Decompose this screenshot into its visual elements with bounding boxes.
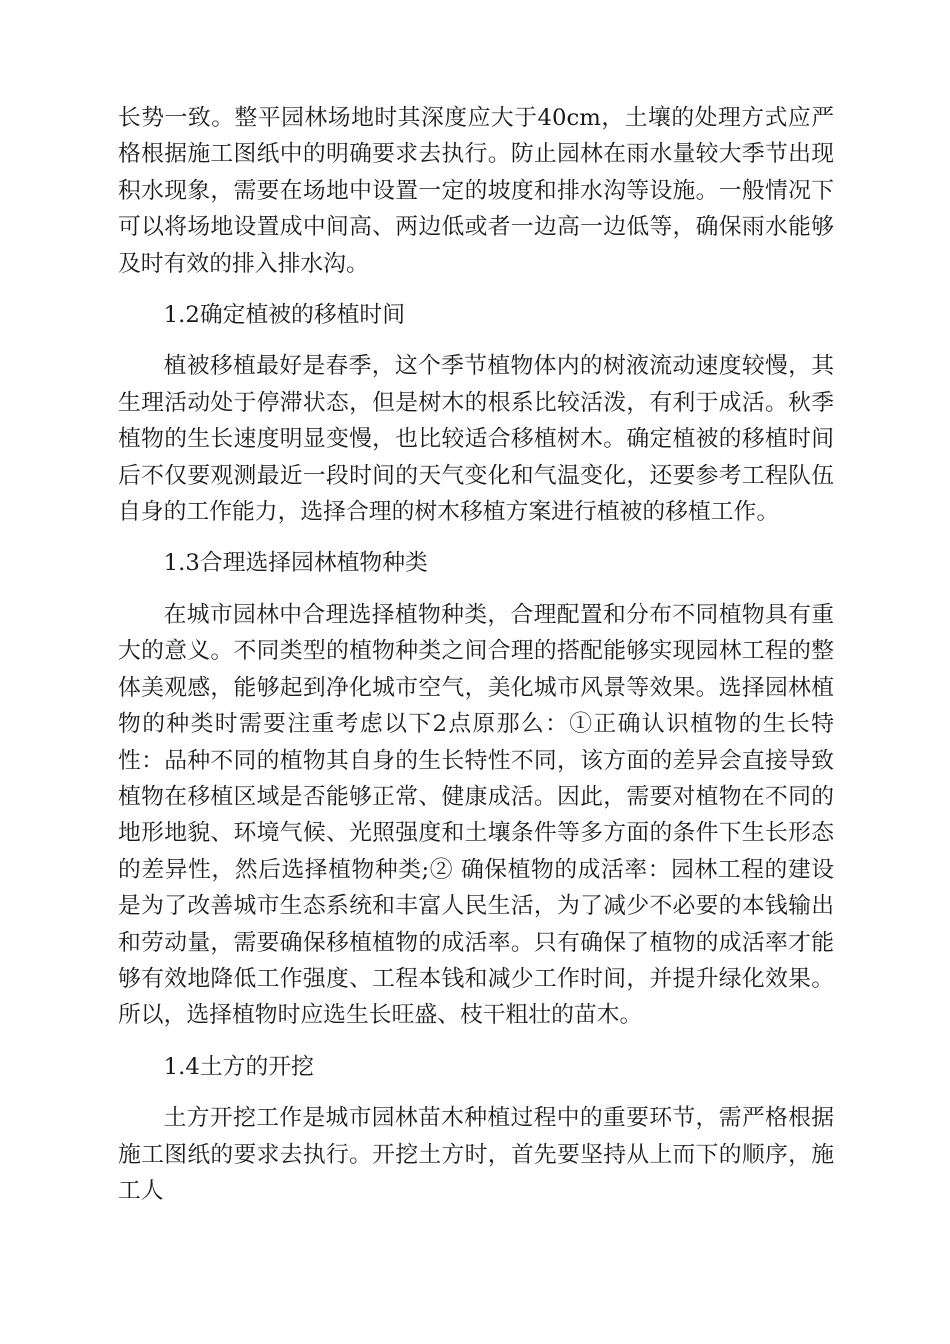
- section-heading-1-3: 1.3合理选择园林植物种类: [163, 550, 428, 577]
- document-body: [118, 100, 834, 1224]
- paragraph-earthwork: 土方开挖工作是城市园林苗木种植过程中的重要环节，需严格根据施工图纸的要求去执行。开挖土方时，首先要坚持从上而下的顺序，施工人: [118, 1105, 834, 1204]
- section-heading-1-4: 1.4土方的开挖: [163, 1053, 314, 1080]
- paragraph-site-leveling: 长势一致。整平园林场地时其深度应大于40cm，土壤的处理方式应严格根据施工图纸中的明确要求去执行。防止园林在雨水量较大季节出现积水现象，需要在场地中设置一定的坡度和排水沟等设施。一般情况下可以将场地设置成中间高、两边低或者一边高一边低等，确保雨水能够及时有效的排入排水沟。: [118, 105, 834, 277]
- paragraph-transplant-time: 植被移植最好是春季，这个季节植物体内的树液流动速度较慢，其生理活动处于停滞状态，但是树木的根系比较活泼，有利于成活。秋季植物的生长速度明显变慢，也比较适合移植树木。确定植被的移植时间后不仅要观测最近一段时间的天气变化和气温变化，还要参考工程队伍自身的工作能力，选择合理的树木移植方案进行植被的移植工作。: [118, 353, 834, 526]
- paragraph-plant-selection: 在城市园林中合理选择植物种类，合理配置和分布不同植物具有重大的意义。不同类型的植物种类之间合理的搭配能够实现园林工程的整体美观感，能够起到净化城市空气，美化城市风景等效果。选择园林植物的种类时需要注重考虑以下2点原那么：①正确认识植物的生长特性：品种不同的植物其自身的生长特性不同，该方面的差异会直接导致植物在移植区域是否能够正常、健康成活。因此，需要对植物在不同的地形地貌、环境气候、光照强度和土壤条件等多方面的条件下生长形态的差异性，然后选择植物种类;② 确保植物的成活率：园林工程的建设是为了改善城市生态系统和丰富人民生活，为了减少不必要的本钱输出和劳动量，需要确保移植植物的成活率。只有确保了植物的成活率才能够有效地降低工作强度、工程本钱和减少工作时间，并提升绿化效果。所以，选择植物时应选生长旺盛、枝干粗壮的苗木。: [118, 601, 834, 1029]
- section-heading-1-2: 1.2确定植被的移植时间: [163, 302, 406, 329]
